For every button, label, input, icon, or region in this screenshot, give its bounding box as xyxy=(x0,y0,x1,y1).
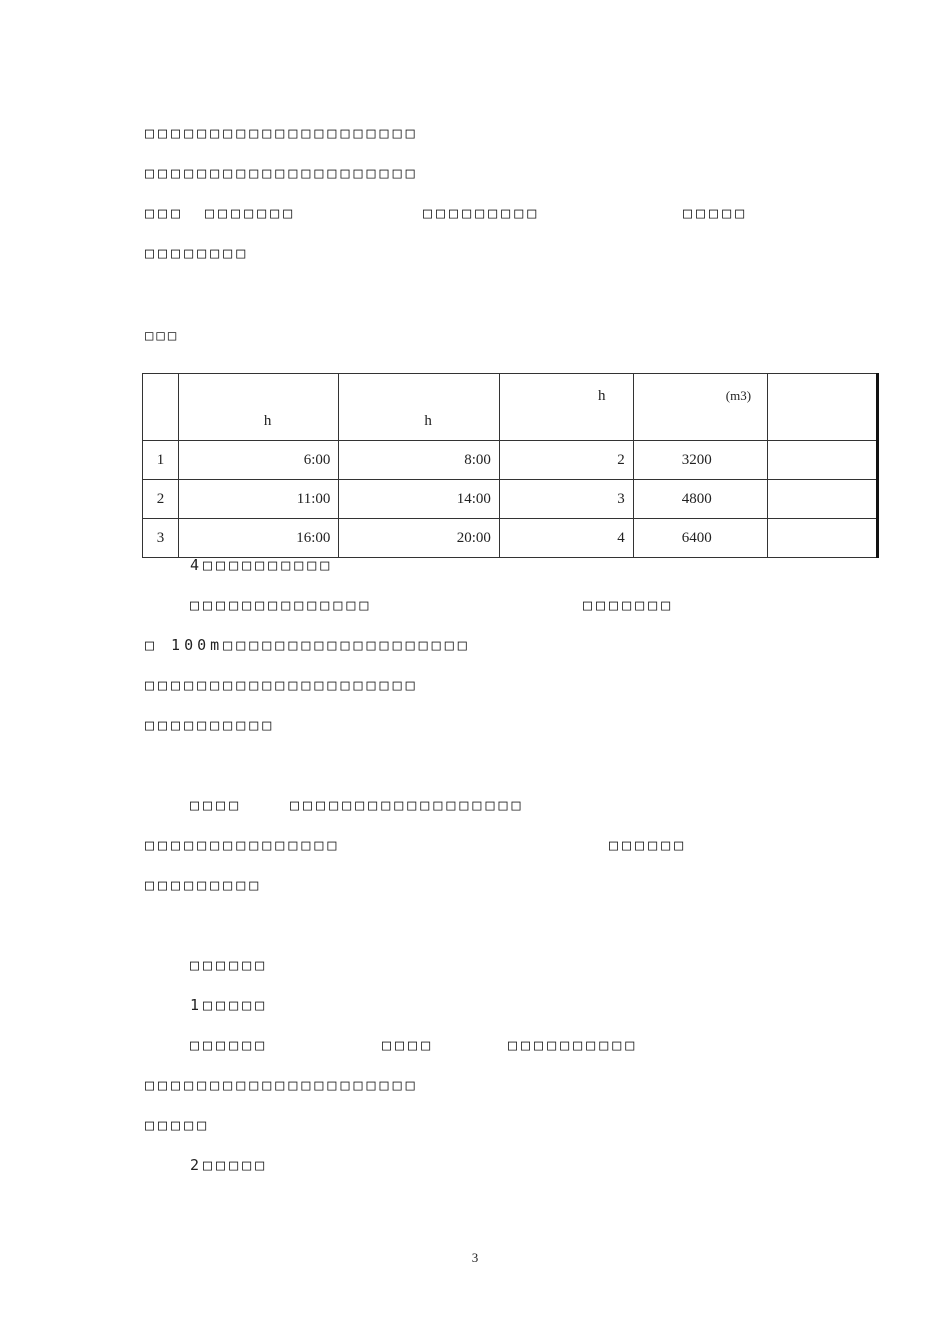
table-header-cell: h xyxy=(339,374,500,441)
table-header-cell: (m3) xyxy=(633,374,767,441)
table-cell xyxy=(767,480,877,519)
table-cell: 6400 xyxy=(633,519,767,558)
text-segment: □□□□□□□□□□ xyxy=(508,1036,639,1054)
table-cell: 2 xyxy=(143,480,179,519)
table-header-cell: h xyxy=(499,374,633,441)
text-line: □□□□□□□□□□□□□□□□□□□□□ xyxy=(145,124,419,142)
table-row xyxy=(143,519,878,558)
table-cell: 20:00 xyxy=(339,519,500,558)
text-line: □□□□□□□□ xyxy=(145,244,250,262)
page-number: 3 xyxy=(471,1250,479,1265)
table-row xyxy=(143,480,878,519)
text-line: □□□□□□□□□□□□□□□□□□□□□ xyxy=(145,1076,419,1094)
text-segment: □□□□□□ xyxy=(190,1036,269,1054)
text-segment: □□□□ xyxy=(382,1036,435,1054)
text-segment: □□□□ xyxy=(190,796,243,814)
text-segment: □□□□□□□□□ xyxy=(423,204,541,222)
table-cell: 2 xyxy=(499,441,633,480)
table-cell xyxy=(767,519,877,558)
text-line: 4□□□□□□□□□□ xyxy=(190,556,334,574)
table-cell: 4800 xyxy=(633,480,767,519)
table-header-cell: h xyxy=(178,374,339,441)
table-cell: 14:00 xyxy=(339,480,500,519)
text-line: □□□□□□□□□□□□□□□□□□□□□ xyxy=(145,164,419,182)
text-line: □□□□□□□□□ xyxy=(145,876,263,894)
section-heading: □□□□□□ xyxy=(190,956,269,974)
table-cell: 11:00 xyxy=(178,480,339,519)
table-caption: □□□ xyxy=(145,328,180,344)
subsection-heading: 2□□□□□ xyxy=(190,1156,269,1174)
table-cell: 6:00 xyxy=(178,441,339,480)
text-line: □□□□□□□□□□ xyxy=(145,716,276,734)
subsection-heading: 1□□□□□ xyxy=(190,996,269,1014)
table-header-cell xyxy=(767,374,877,441)
text-segment: □□□□□□□ xyxy=(205,204,297,222)
text-line: □ 100m□□□□□□□□□□□□□□□□□□□ xyxy=(145,636,471,654)
table-header-row xyxy=(143,374,878,441)
text-line: □□□□□ xyxy=(145,1116,211,1134)
text-segment: □□□□□□□□□□□□□□□ xyxy=(145,836,341,854)
table-header-cell xyxy=(143,374,179,441)
table-cell: 3200 xyxy=(633,441,767,480)
table-cell: 4 xyxy=(499,519,633,558)
text-segment: □□□□□□□ xyxy=(583,596,675,614)
table-cell: 8:00 xyxy=(339,441,500,480)
text-segment: □□□□□□□□□□□□□□□□□□ xyxy=(290,796,525,814)
text-segment: □□□□□□ xyxy=(609,836,688,854)
table-cell: 3 xyxy=(499,480,633,519)
table-cell: 1 xyxy=(143,441,179,480)
data-table xyxy=(142,373,879,558)
table-cell xyxy=(767,441,877,480)
text-segment: □□□□□□□□□□□□□□ xyxy=(190,596,373,614)
text-segment: □□□ xyxy=(145,204,185,222)
table-row xyxy=(143,441,878,480)
table-cell: 16:00 xyxy=(178,519,339,558)
text-line: □□□□□□□□□□□□□□□□□□□□□ xyxy=(145,676,419,694)
text-segment: □□□□□ xyxy=(683,204,749,222)
table-cell: 3 xyxy=(143,519,179,558)
